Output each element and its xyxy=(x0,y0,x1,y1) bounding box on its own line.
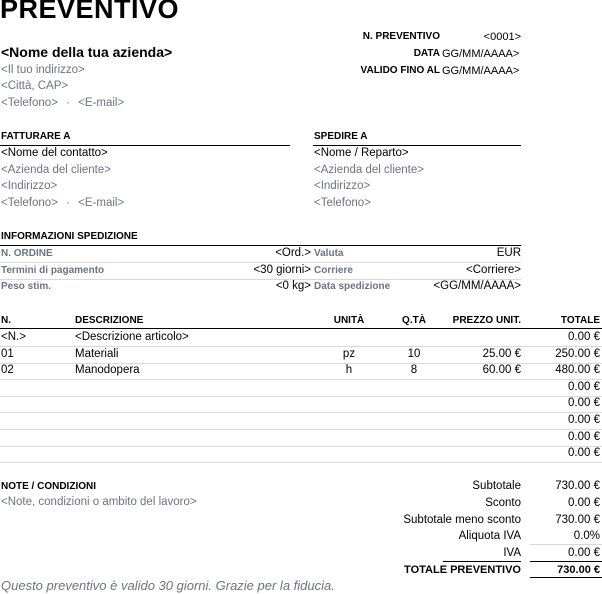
col-header-qty: Q.TÀ xyxy=(402,315,426,326)
ship-to-company: <Azienda del cliente> xyxy=(314,164,424,176)
bill-to-contact: <Nome del contatto> xyxy=(1,147,108,159)
company-email: <E-mail> xyxy=(78,97,125,109)
grand-total-underline xyxy=(530,577,602,578)
company-address: <Il tuo indirizzo> xyxy=(1,64,85,76)
vat-rate-divider xyxy=(530,544,602,545)
payment-terms-value: <30 giorni> xyxy=(253,264,311,276)
row-unit: pz xyxy=(342,348,356,360)
quote-number-label: N. PREVENTIVO xyxy=(362,31,440,42)
notes-placeholder: <Note, condizioni o ambito del lavoro> xyxy=(1,496,197,508)
table-row-divider xyxy=(0,462,602,463)
subtotal-value: 730.00 € xyxy=(555,480,600,492)
shipping-divider xyxy=(0,245,521,246)
ship-to-name: <Nome / Reparto> xyxy=(314,147,409,159)
company-phone: <Telefono> xyxy=(1,97,58,109)
table-row-divider xyxy=(0,412,602,413)
separator-dot: · xyxy=(66,197,70,209)
row-number: 01 xyxy=(1,348,14,360)
row-unit-price: 60.00 € xyxy=(482,364,521,376)
grand-total-label: TOTALE PREVENTIVO xyxy=(404,564,521,576)
company-name: <Nome della tua azienda> xyxy=(1,44,173,60)
order-number-label: N. ORDINE xyxy=(1,248,53,259)
subtotal-label: Subtotale xyxy=(472,480,521,492)
vat-rate-value: 0.0% xyxy=(573,530,600,542)
row-total: 0.00 € xyxy=(568,331,600,343)
company-contact-line xyxy=(1,97,124,109)
col-header-unit: UNITÀ xyxy=(333,315,365,326)
col-header-description: DESCRIZIONE xyxy=(75,315,144,326)
bill-to-contact-line xyxy=(1,197,124,209)
bill-to-phone: <Telefono> xyxy=(1,197,58,209)
vat-rate-label: Aliquota IVA xyxy=(458,530,521,542)
row-description: Manodopera xyxy=(75,364,140,376)
carrier-label: Corriere xyxy=(314,265,353,276)
footer-note: Questo preventivo è valido 30 giorni. Grazie per la fiducia. xyxy=(1,578,335,593)
notes-heading: NOTE / CONDIZIONI xyxy=(1,481,96,492)
row-total: 0.00 € xyxy=(568,447,600,459)
row-number: <N.> xyxy=(1,331,26,343)
row-description: Materiali xyxy=(75,348,119,360)
table-row-divider xyxy=(0,346,602,347)
row-total: 250.00 € xyxy=(555,348,600,360)
table-row-divider xyxy=(0,429,602,430)
quote-number-value: <0001> xyxy=(483,31,521,43)
company-city: <Città, CAP> xyxy=(1,80,69,92)
order-number-value: <Ord.> xyxy=(275,247,311,259)
table-row-divider xyxy=(0,379,602,380)
bill-to-email: <E-mail> xyxy=(78,197,125,209)
col-header-n: N. xyxy=(1,315,11,326)
row-total: 0.00 € xyxy=(568,431,600,443)
weight-label: Peso stim. xyxy=(1,281,52,292)
weight-value: <0 kg> xyxy=(275,280,311,292)
valid-until-value: GG/MM/AAAA> xyxy=(442,65,520,77)
row-qty: 8 xyxy=(410,364,418,376)
quote-date-label: DATA xyxy=(413,48,440,59)
subtotal-less-discount-value: 730.00 € xyxy=(555,514,600,526)
row-number: 02 xyxy=(1,364,14,376)
separator-dot: · xyxy=(66,97,70,109)
row-divider xyxy=(0,262,521,263)
table-row-divider xyxy=(0,396,602,397)
row-qty: 10 xyxy=(407,348,421,360)
table-row-divider xyxy=(0,446,602,447)
ship-to-address: <Indirizzo> xyxy=(314,180,371,192)
shipping-heading: INFORMAZIONI SPEDIZIONE xyxy=(1,231,138,242)
table-header-divider xyxy=(0,328,602,329)
col-header-unit-price: PREZZO UNIT. xyxy=(452,315,521,326)
bill-to-company: <Azienda del cliente> xyxy=(1,164,111,176)
row-total: 0.00 € xyxy=(568,414,600,426)
currency-label: Valuta xyxy=(314,248,344,259)
subtotal-less-discount-label: Subtotale meno sconto xyxy=(403,514,521,526)
quote-date-value: GG/MM/AAAA> xyxy=(442,48,520,60)
ship-date-value: <GG/MM/AAAA> xyxy=(433,280,521,292)
valid-until-label: VALIDO FINO AL xyxy=(360,65,440,76)
discount-label: Sconto xyxy=(485,497,521,509)
vat-label: IVA xyxy=(503,547,521,559)
discount-value: 0.00 € xyxy=(568,497,600,509)
bill-to-divider xyxy=(0,145,290,146)
carrier-value: <Corriere> xyxy=(466,264,521,276)
vat-value: 0.00 € xyxy=(568,547,600,559)
payment-terms-label: Termini di pagamento xyxy=(1,265,105,276)
bill-to-address: <Indirizzo> xyxy=(1,180,58,192)
row-total: 0.00 € xyxy=(568,381,600,393)
row-total: 0.00 € xyxy=(568,397,600,409)
ship-date-label: Data spedizione xyxy=(314,281,391,292)
col-header-total: TOTALE xyxy=(560,315,600,326)
ship-to-heading: SPEDIRE A xyxy=(314,131,368,142)
bill-to-heading: FATTURARE A xyxy=(1,131,71,142)
page-title: PREVENTIVO xyxy=(0,0,180,24)
grand-total-divider xyxy=(443,561,521,562)
ship-to-phone: <Telefono> xyxy=(314,197,371,209)
row-unit: h xyxy=(345,364,353,376)
grand-total-divider-right xyxy=(530,561,602,562)
row-unit-price: 25.00 € xyxy=(482,348,521,360)
currency-value: EUR xyxy=(496,247,521,259)
row-total: 480.00 € xyxy=(555,364,600,376)
row-description: <Descrizione articolo> xyxy=(75,331,189,343)
grand-total-value: 730.00 € xyxy=(557,564,600,576)
ship-to-divider xyxy=(313,145,521,146)
